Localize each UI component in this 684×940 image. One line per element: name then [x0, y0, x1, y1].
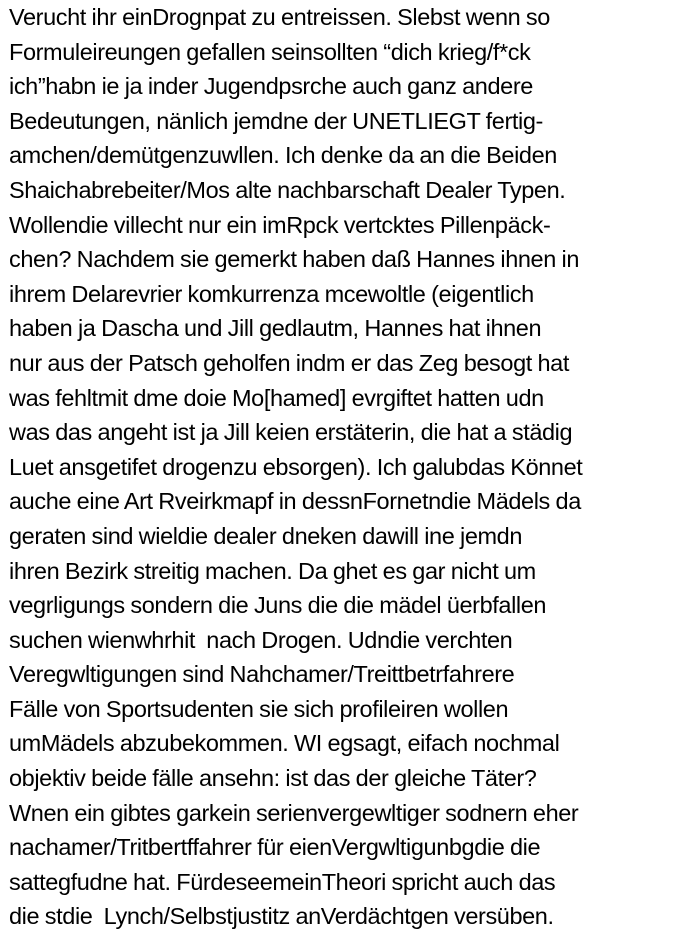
text-line: die stdie Lynch/Selbstjustitz anVerdächtgen versüben. — [9, 903, 554, 930]
text-line: Wnen ein gibtes garkein serienvergewltiger sodnern eher — [9, 799, 579, 826]
text-line: chen? Nachdem sie gemerkt haben daß Hannes ihnen in — [9, 246, 579, 273]
text-line: Wollendie villecht nur ein imRpck vertcktes Pillenpäck- — [9, 211, 551, 238]
text-line: umMädels abzubekommen. WI egsagt, eifach nochmal — [9, 730, 560, 757]
text-line: ich”habn ie ja inder Jugendpsrche auch ganz andere — [9, 73, 533, 100]
text-line: ihrem Delarevrier komkurrenza mcewoltle (eigentlich — [9, 280, 534, 307]
text-line: objektiv beide fälle ansehn: ist das der gleiche Täter? — [9, 765, 537, 792]
text-line: haben ja Dascha und Jill gedlautm, Hannes hat ihnen — [9, 315, 542, 342]
text-line: auche eine Art Rveirkmapf in dessnFornetndie Mädels da — [9, 488, 581, 515]
text-line: Luet ansgetifet drogenzu ebsorgen). Ich galubdas Könnet — [9, 453, 583, 480]
text-line: suchen wienwhrhit nach Drogen. Udndie verchten — [9, 626, 513, 653]
text-line: Veregwltigungen sind Nahchamer/Treittbetrfahrere — [9, 661, 515, 688]
text-line: sattegfudne hat. FürdeseemeinTheori spricht auch das — [9, 868, 556, 895]
text-line: vegrligungs sondern die Juns die die mädel üerbfallen — [9, 592, 547, 619]
text-line: Verucht ihr einDrognpat zu entreissen. Slebst wenn so — [9, 4, 550, 30]
text-line: was fehltmit dme doie Mo[hamed] evrgiftet hatten udn — [9, 384, 544, 411]
text-line: Formuleireungen gefallen seinsollten “dich krieg/f*ck — [9, 38, 531, 65]
document-page — [9, 0, 681, 940]
text-line: nachamer/Tritbertffahrer für eienVergwltigunbgdie die — [9, 834, 541, 861]
text-line: Shaichabrebeiter/Mos alte nachbarschaft Dealer Typen. — [9, 176, 566, 203]
text-line: ihren Bezirk streitig machen. Da ghet es gar nicht um — [9, 557, 536, 584]
text-line: Bedeutungen, nänlich jemdne der UNETLIEGT fertig- — [9, 107, 543, 134]
text-line: was das angeht ist ja Jill keien erstäterin, die hat a städig — [9, 419, 573, 446]
text-line: amchen/demütgenzuwllen. Ich denke da an die Beiden — [9, 142, 557, 169]
text-line: Fälle von Sportsudenten sie sich profileiren wollen — [9, 695, 509, 722]
text-line: geraten sind wieldie dealer dneken dawill ine jemdn — [9, 522, 523, 549]
text-line: nur aus der Patsch geholfen indm er das Zeg besogt hat — [9, 349, 569, 376]
